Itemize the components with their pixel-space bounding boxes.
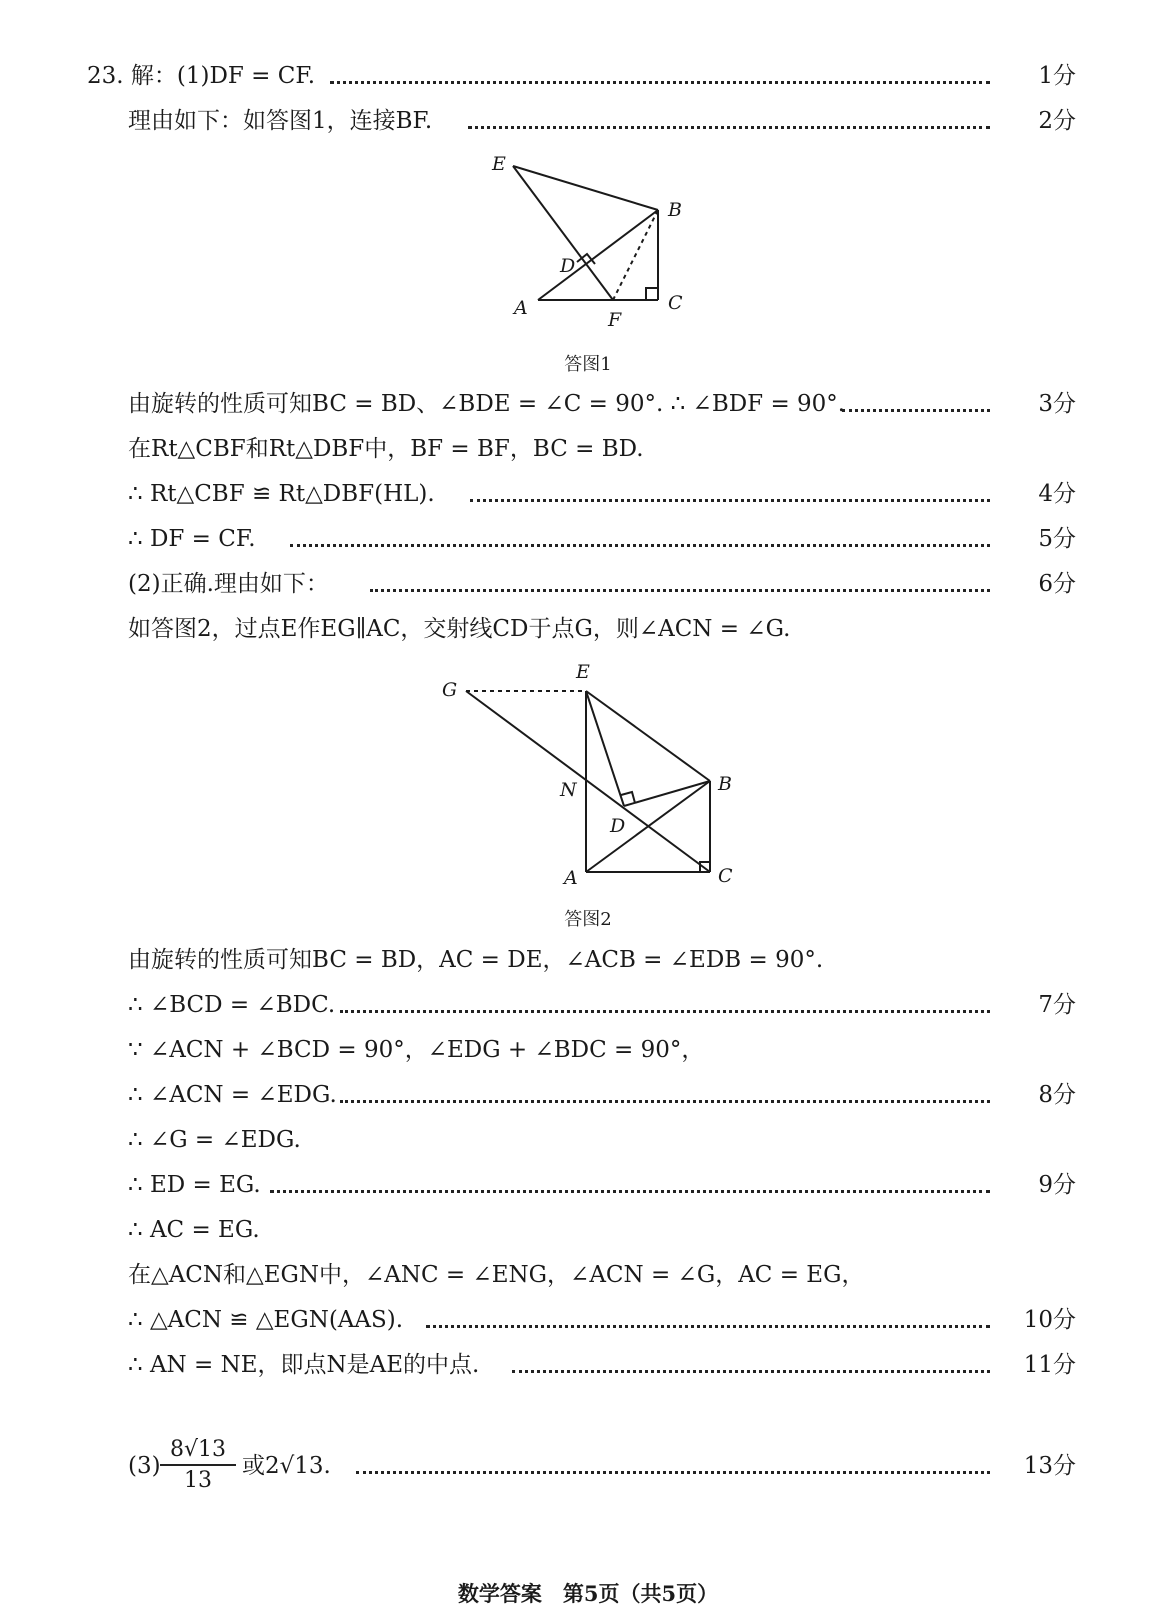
solution-line (0, 101, 1176, 141)
solution-line (0, 609, 1176, 649)
label-D: D (610, 815, 626, 837)
score-label: 8分 (1038, 1082, 1076, 1108)
segment-BF-dashed (613, 210, 658, 300)
line-text: 由旋转的性质可知BC = BD、∠BDE = ∠C = 90°. ∴ ∠BDF = 90°. (128, 391, 846, 417)
line-text: ∴ △ACN ≌ △EGN(AAS). (128, 1307, 404, 1333)
dot-leader (356, 1471, 990, 1474)
label-N: N (560, 779, 577, 801)
score-label: 3分 (1038, 391, 1076, 417)
line-text: ∵ ∠ACN + ∠BCD = 90°，∠EDG + ∠BDC = 90°， (128, 1037, 705, 1063)
line-text: ∴ ∠G = ∠EDG. (128, 1127, 301, 1153)
dot-leader (270, 1190, 990, 1193)
score-label: 4分 (1038, 481, 1076, 507)
dot-leader (290, 544, 990, 547)
dot-leader (842, 409, 990, 412)
score-label: 2分 (1038, 108, 1076, 134)
figure-1 (480, 146, 720, 336)
segment-DB (624, 781, 710, 806)
part3-prefix: (3) (128, 1453, 161, 1479)
score-label: 1分 (1038, 63, 1076, 89)
score-label: 13分 (1023, 1453, 1076, 1479)
score-label: 5分 (1038, 526, 1076, 552)
line-text: (2)正确.理由如下： (128, 571, 329, 597)
fraction-numerator: 8√13 (160, 1437, 236, 1466)
solution-line (0, 1030, 1176, 1070)
solution-line (0, 1255, 1176, 1295)
line-text: ∴ AC = EG. (128, 1217, 260, 1243)
line-text: 在Rt△CBF和Rt△DBF中，BF = BF，BC = BD. (128, 436, 644, 462)
solution-line (0, 474, 1176, 514)
dot-leader (370, 589, 990, 592)
segment-ED (586, 691, 624, 806)
line-text: ∴ Rt△CBF ≌ Rt△DBF(HL). (128, 481, 435, 507)
dot-leader (470, 499, 990, 502)
line-text: 理由如下：如答图1，连接BF. (128, 108, 433, 134)
solution-line (0, 1300, 1176, 1340)
dot-leader (340, 1100, 990, 1103)
dot-leader (426, 1325, 990, 1328)
label-F: F (608, 309, 622, 331)
solution-line (0, 519, 1176, 559)
segment-EB (513, 166, 658, 210)
score-label: 6分 (1038, 571, 1076, 597)
figure-1-caption: 答图1 (564, 354, 612, 375)
label-A: A (564, 867, 578, 889)
segment-EF (513, 166, 613, 300)
line-text: 由旋转的性质可知BC = BD，AC = DE，∠ACB = ∠EDB = 90°. (128, 947, 824, 973)
line-text: ∴ DF = CF. (128, 526, 256, 552)
line-text: ∴ ∠ACN = ∠EDG. (128, 1082, 337, 1108)
label-E: E (492, 153, 506, 175)
solution-line (0, 940, 1176, 980)
figure-2-caption: 答图2 (564, 909, 612, 930)
label-A: A (514, 297, 528, 319)
score-label: 10分 (1023, 1307, 1076, 1333)
score-label: 11分 (1023, 1352, 1076, 1378)
segment-GC (466, 691, 710, 872)
page-footer: 数学答案 第5页（共5页） (457, 1581, 719, 1606)
score-label: 9分 (1038, 1172, 1076, 1198)
figure-1-diagram (480, 146, 720, 336)
line-text: ∴ ED = EG. (128, 1172, 261, 1198)
line-text: 23. 解：(1)DF = CF. (87, 63, 316, 89)
figure-2-diagram (436, 654, 756, 904)
line-text: 在△ACN和△EGN中，∠ANC = ∠ENG，∠ACN = ∠G，AC = EG， (128, 1262, 865, 1288)
score-label: 7分 (1038, 992, 1076, 1018)
solution-line (0, 1210, 1176, 1250)
solution-line (0, 56, 1176, 96)
fraction-denominator: 13 (184, 1468, 212, 1493)
label-D: D (560, 255, 576, 277)
dot-leader (330, 81, 990, 84)
solution-line (0, 1120, 1176, 1160)
dot-leader (468, 126, 990, 129)
label-B: B (668, 199, 682, 221)
label-C: C (668, 292, 683, 314)
solution-line (0, 1075, 1176, 1115)
segment-EB (586, 691, 710, 781)
line-text: ∴ ∠BCD = ∠BDC. (128, 992, 336, 1018)
label-C: C (718, 865, 733, 887)
label-E: E (576, 661, 590, 683)
label-B: B (718, 773, 732, 795)
label-G: G (442, 679, 458, 701)
dot-leader (340, 1010, 990, 1013)
line-text: ∴ AN = NE，即点N是AE的中点. (128, 1352, 480, 1378)
figure-2 (436, 654, 756, 904)
solution-line (0, 384, 1176, 424)
line-text: 如答图2，过点E作EG∥AC，交射线CD于点G，则∠ACN = ∠G. (128, 616, 791, 642)
line-text: 或2√13. (242, 1453, 331, 1479)
solution-line (0, 564, 1176, 604)
solution-line (0, 429, 1176, 469)
dot-leader (512, 1370, 990, 1373)
solution-line (0, 985, 1176, 1025)
right-angle-mark-C (646, 288, 658, 300)
solution-line (0, 1345, 1176, 1385)
solution-line (0, 1446, 1176, 1486)
solution-line (0, 1165, 1176, 1205)
